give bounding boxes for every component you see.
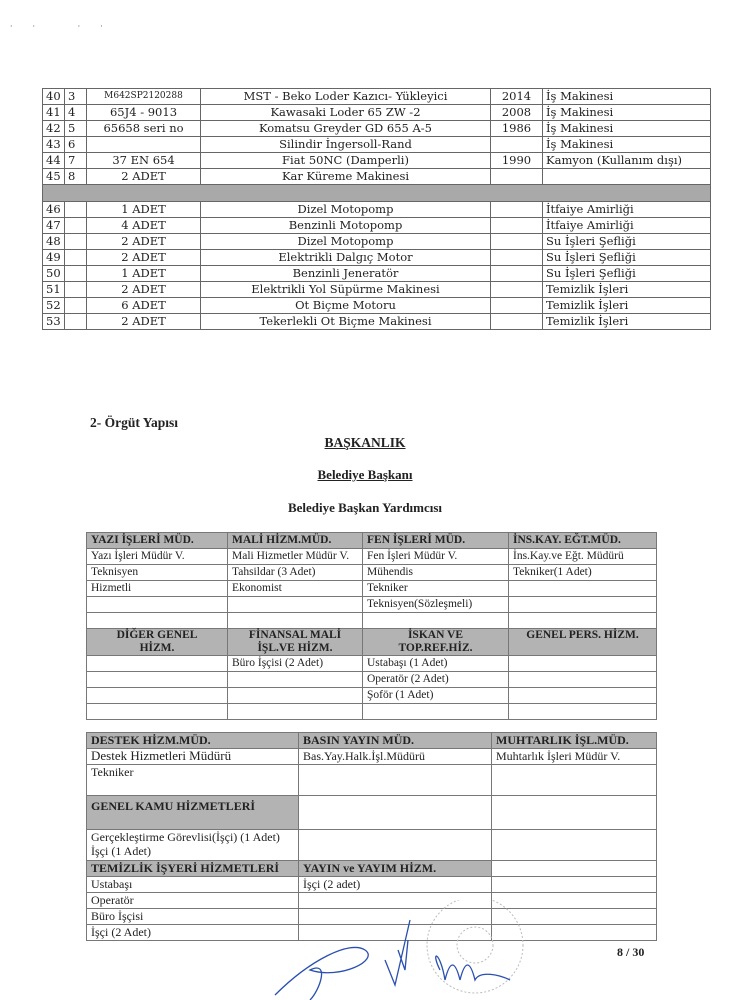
equipment-name: Elektrikli Dalgıç Motor xyxy=(201,250,491,266)
equipment-name: MST - Beko Loder Kazıcı- Yükleyici xyxy=(201,89,491,105)
quantity: 6 ADET xyxy=(87,298,201,314)
sub-number: 6 xyxy=(65,137,87,153)
plate: 37 EN 654 xyxy=(87,153,201,169)
table-row xyxy=(43,218,711,234)
quantity: 1 ADET xyxy=(87,266,201,282)
equipment-name: Kawasaki Loder 65 ZW -2 xyxy=(201,105,491,121)
table-row xyxy=(43,169,711,185)
dept-header: FİNANSAL MALİ İŞL.VE HİZM. xyxy=(228,629,363,656)
department: Su İşleri Şefliği xyxy=(543,250,711,266)
cell: İns.Kay.ve Eğt. Müdürü xyxy=(509,549,657,565)
org-row xyxy=(87,597,657,613)
org-row xyxy=(87,565,657,581)
type: İş Makinesi xyxy=(543,121,711,137)
cell: Mühendis xyxy=(363,565,509,581)
cell: Muhtarlık İşleri Müdür V. xyxy=(492,749,657,765)
cell xyxy=(87,672,228,688)
equipment-name: Komatsu Greyder GD 655 A-5 xyxy=(201,121,491,137)
org-row xyxy=(87,796,657,830)
cell: Tekniker(1 Adet) xyxy=(509,565,657,581)
org-header-row xyxy=(87,861,657,877)
row-number: 43 xyxy=(43,137,65,153)
equipment-name: Kar Küreme Makinesi xyxy=(201,169,491,185)
type: İş Makinesi xyxy=(543,89,711,105)
table-row xyxy=(43,234,711,250)
org-row xyxy=(87,656,657,672)
equipment-name: Fiat 50NC (Damperli) xyxy=(201,153,491,169)
cell: İşçi (2 Adet) xyxy=(87,925,299,941)
type: İş Makinesi xyxy=(543,137,711,153)
dept-header: İNS.KAY. EĞT.MÜD. xyxy=(509,533,657,549)
dept-header: FEN İŞLERİ MÜD. xyxy=(363,533,509,549)
page-number: 8 / 30 xyxy=(617,945,645,959)
cell: Teknisyen(Sözleşmeli) xyxy=(363,597,509,613)
cell: Teknisyen xyxy=(87,565,228,581)
belediye-baskani-heading: Belediye Başkanı xyxy=(317,467,413,482)
dept-header: İSKAN VE TOP.REF.HİZ. xyxy=(363,629,509,656)
row-number: 44 xyxy=(43,153,65,169)
section-title: 2- Örgüt Yapısı xyxy=(90,415,179,430)
cell: Ekonomist xyxy=(228,581,363,597)
table-row xyxy=(43,89,711,105)
row-number: 45 xyxy=(43,169,65,185)
cell: Büro İşçisi (2 Adet) xyxy=(228,656,363,672)
cell: Büro İşçisi xyxy=(87,909,299,925)
dept-header: YAYIN ve YAYIM HİZM. xyxy=(299,861,492,877)
department: İtfaiye Amirliği xyxy=(543,202,711,218)
cell: Operatör xyxy=(87,893,299,909)
cell: Yazı İşleri Müdür V. xyxy=(87,549,228,565)
cell: Bas.Yay.Halk.İşl.Müdürü xyxy=(299,749,492,765)
equipment-name: Silindir İngersoll-Rand xyxy=(201,137,491,153)
dept-header: TEMİZLİK İŞYERİ HİZMETLERİ xyxy=(87,861,299,877)
table-row xyxy=(43,298,711,314)
quantity: 2 ADET xyxy=(87,282,201,298)
department: Temizlik İşleri xyxy=(543,314,711,330)
dept-header: GENEL PERS. HİZM. xyxy=(509,629,657,656)
table-row xyxy=(43,137,711,153)
dept-header: DİĞER GENEL HİZM. xyxy=(87,629,228,656)
equipment-name: Benzinli Motopomp xyxy=(201,218,491,234)
org-row xyxy=(87,704,657,720)
signature-icon xyxy=(275,920,510,1000)
cell xyxy=(87,656,228,672)
cell xyxy=(509,597,657,613)
sub-number: 4 xyxy=(65,105,87,121)
department: İtfaiye Amirliği xyxy=(543,218,711,234)
org-table-departments xyxy=(86,532,657,720)
department: Temizlik İşleri xyxy=(543,282,711,298)
dept-header: YAZI İŞLERİ MÜD. xyxy=(87,533,228,549)
plate: 65658 seri no xyxy=(87,121,201,137)
table-row xyxy=(43,314,711,330)
year: 1986 xyxy=(491,121,543,137)
cell xyxy=(228,672,363,688)
department: Su İşleri Şefliği xyxy=(543,266,711,282)
year: 1990 xyxy=(491,153,543,169)
org-header-row xyxy=(87,629,657,656)
dept-header: MUHTARLIK İŞL.MÜD. xyxy=(492,733,657,749)
row-number: 46 xyxy=(43,202,65,218)
equipment-name: Benzinli Jeneratör xyxy=(201,266,491,282)
org-row xyxy=(87,688,657,704)
cell: Hizmetli xyxy=(87,581,228,597)
type: İş Makinesi xyxy=(543,105,711,121)
cell: İşçi (2 adet) xyxy=(299,877,492,893)
equipment-table xyxy=(42,88,711,330)
quantity: 2 ADET xyxy=(87,234,201,250)
sub-number: 5 xyxy=(65,121,87,137)
cell xyxy=(509,656,657,672)
row-number: 47 xyxy=(43,218,65,234)
cell: Ustabaşı (1 Adet) xyxy=(363,656,509,672)
section-divider-row xyxy=(43,185,711,202)
plate xyxy=(87,137,201,153)
baskanlik-heading: BAŞKANLIK xyxy=(324,435,406,450)
baskan-yardimcisi-heading: Belediye Başkan Yardımcısı xyxy=(287,500,443,515)
quantity: 2 ADET xyxy=(87,314,201,330)
year xyxy=(491,169,543,185)
org-row xyxy=(87,877,657,893)
cell: Tekniker xyxy=(363,581,509,597)
cell: Şoför (1 Adet) xyxy=(363,688,509,704)
cell xyxy=(509,688,657,704)
plate: 2 ADET xyxy=(87,169,201,185)
dept-header: GENEL KAMU HİZMETLERİ xyxy=(87,796,299,830)
org-row xyxy=(87,613,657,629)
org-row xyxy=(87,672,657,688)
quantity: 2 ADET xyxy=(87,250,201,266)
cell: Mali Hizmetler Müdür V. xyxy=(228,549,363,565)
equipment-name: Elektrikli Yol Süpürme Makinesi xyxy=(201,282,491,298)
cell xyxy=(509,581,657,597)
quantity: 1 ADET xyxy=(87,202,201,218)
cell xyxy=(228,688,363,704)
department: Temizlik İşleri xyxy=(543,298,711,314)
row-number: 51 xyxy=(43,282,65,298)
equipment-name: Dizel Motopomp xyxy=(201,202,491,218)
row-number: 48 xyxy=(43,234,65,250)
table-row xyxy=(43,282,711,298)
row-number: 52 xyxy=(43,298,65,314)
cell: Destek Hizmetleri Müdürü xyxy=(87,749,299,765)
sub-number: 3 xyxy=(65,89,87,105)
equipment-name: Tekerlekli Ot Biçme Makinesi xyxy=(201,314,491,330)
org-row xyxy=(87,749,657,765)
equipment-name: Dizel Motopomp xyxy=(201,234,491,250)
year xyxy=(491,137,543,153)
plate: 65J4 - 9013 xyxy=(87,105,201,121)
org-row xyxy=(87,581,657,597)
cell: Operatör (2 Adet) xyxy=(363,672,509,688)
row-number: 49 xyxy=(43,250,65,266)
cell xyxy=(87,688,228,704)
type: Kamyon (Kullanım dışı) xyxy=(543,153,711,169)
table-row xyxy=(43,250,711,266)
cell: Fen İşleri Müdür V. xyxy=(363,549,509,565)
org-row xyxy=(87,830,657,861)
type xyxy=(543,169,711,185)
dept-header: MALİ HİZM.MÜD. xyxy=(228,533,363,549)
signatures-and-stamp xyxy=(270,900,570,1000)
row-number: 50 xyxy=(43,266,65,282)
department: Su İşleri Şefliği xyxy=(543,234,711,250)
row-number: 40 xyxy=(43,89,65,105)
cell: Ustabaşı xyxy=(87,877,299,893)
scan-specks: ·· ·· xyxy=(10,22,123,31)
row-number: 42 xyxy=(43,121,65,137)
row-number: 53 xyxy=(43,314,65,330)
sub-number: 7 xyxy=(65,153,87,169)
org-row xyxy=(87,549,657,565)
table-row xyxy=(43,105,711,121)
table-row xyxy=(43,266,711,282)
dept-header: BASIN YAYIN MÜD. xyxy=(299,733,492,749)
equipment-name: Ot Biçme Motoru xyxy=(201,298,491,314)
cell: Tahsildar (3 Adet) xyxy=(228,565,363,581)
org-row xyxy=(87,765,657,796)
cell xyxy=(509,672,657,688)
cell xyxy=(228,597,363,613)
table-row xyxy=(43,121,711,137)
row-number: 41 xyxy=(43,105,65,121)
sub-number: 8 xyxy=(65,169,87,185)
plate: M642SP2120288 xyxy=(87,89,201,105)
cell: Tekniker xyxy=(87,765,299,796)
dept-header: DESTEK HİZM.MÜD. xyxy=(87,733,299,749)
table-row xyxy=(43,202,711,218)
year: 2014 xyxy=(491,89,543,105)
cell xyxy=(87,597,228,613)
table-row xyxy=(43,153,711,169)
cell: Gerçekleştirme Görevlisi(İşçi) (1 Adet) İşçi (1 Adet) xyxy=(87,830,299,861)
year: 2008 xyxy=(491,105,543,121)
quantity: 4 ADET xyxy=(87,218,201,234)
org-header-row xyxy=(87,733,657,749)
org-header-row xyxy=(87,533,657,549)
